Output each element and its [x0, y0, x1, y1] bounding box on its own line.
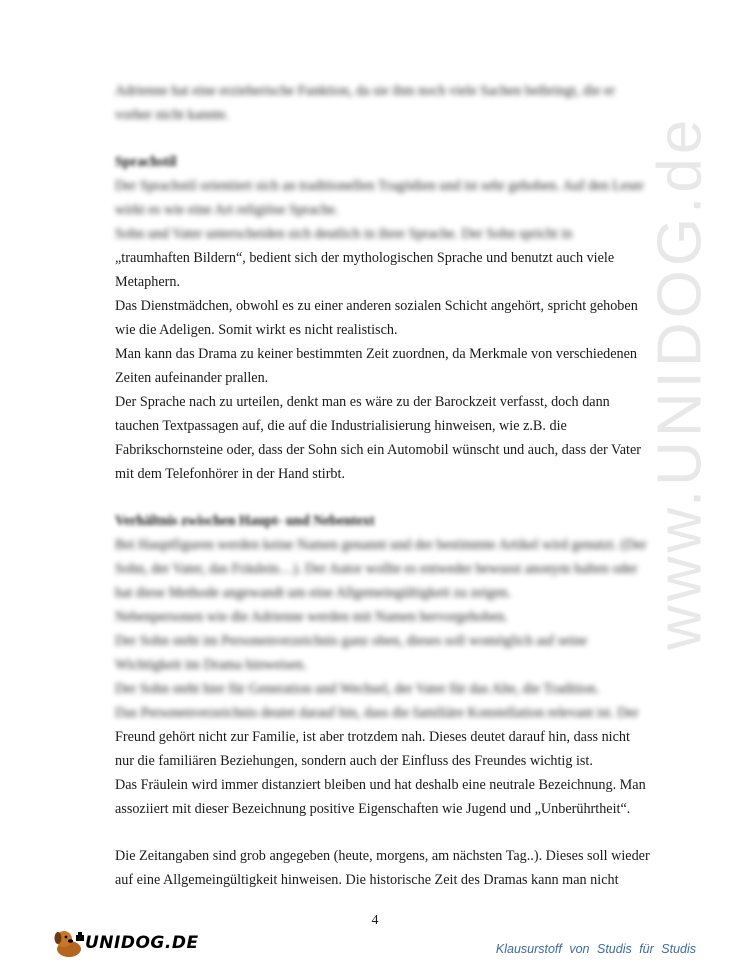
text-line: wie die Adeligen. Somit wirkt es nicht realistisch.: [115, 322, 398, 338]
text-line: Nebenpersonen wie die Adrienne werden mit Namen hervorgehoben.: [115, 609, 508, 625]
text-line: Das Fräulein wird immer distanziert bleiben und hat deshalb eine neutrale Bezeichnung. Man: [115, 777, 646, 793]
footer-tagline: Klausurstoff von Studis für Studis: [495, 942, 696, 956]
text-line: Man kann das Drama zu keiner bestimmten Zeit zuordnen, da Merkmale von verschiedenen: [115, 346, 637, 362]
page-number: 4: [371, 913, 379, 928]
text-line: Metaphern.: [115, 274, 181, 290]
dog-icon: [52, 927, 86, 959]
text-line: nur die familiären Beziehungen, sondern auch der Einfluss des Freundes wichtig ist.: [115, 753, 593, 769]
text-line: Freund gehört nicht zur Familie, ist aber trotzdem nah. Dieses deutet darauf hin, dass nicht: [115, 729, 630, 745]
text-line: tauchen Textpassagen auf, die auf die Industrialisierung hinweisen, wie z.B. die: [115, 418, 567, 434]
text-line: Bei Hauptfiguren werden keine Namen genannt und der bestimmte Artikel wird genutzt. (Der: [115, 537, 647, 553]
text-line: Adrienne hat eine erzieherische Funktion, da sie ihm noch viele Sachen beibringt, die er: [115, 83, 615, 99]
text-line: Das Personenverzeichnis deutet darauf hin, dass die familiäre Konstellation relevant ist. Der: [115, 705, 639, 721]
text-line: „traumhaften Bildern“, bedient sich der mythologischen Sprache und benutzt auch viele: [115, 250, 615, 266]
text-line: Die Zeitangaben sind grob angegeben (heute, morgens, am nächsten Tag..). Dieses soll wieder: [115, 848, 650, 864]
text-line: Der Sohn steht im Personenverzeichnis ganz oben, dieses soll womöglich auf seine: [115, 633, 588, 649]
text-line: Das Dienstmädchen, obwohl es zu einer anderen sozialen Schicht angehört, spricht gehoben: [115, 298, 638, 314]
text-line: assoziiert mit dieser Bezeichnung positive Eigenschaften wie Jugend und „Unberührtheit“.: [115, 801, 631, 817]
section-heading: Sprachstil: [115, 154, 177, 170]
text-line: auf eine Allgemeingültigkeit hinweisen. Die historische Zeit des Dramas kann man nicht: [115, 872, 619, 888]
text-line: Sohn und Vater unterscheiden sich deutlich in ihrer Sprache. Der Sohn spricht in: [115, 226, 573, 242]
text-line: Fabrikschornsteine oder, dass der Sohn sich ein Automobil wünscht und auch, dass der Vater: [115, 442, 641, 458]
text-line: Der Sprache nach zu urteilen, denkt man es wäre zu der Barockzeit verfasst, doch dann: [115, 394, 610, 410]
text-line: Der Sprachstil orientiert sich an traditionellen Tragödien und ist sehr gehoben. Auf den Leser: [115, 178, 644, 194]
text-line: Wichtigkeit im Drama hinweisen.: [115, 657, 307, 673]
text-line: Sohn, der Vater, das Fräulein…). Der Autor wollte es entweder bewusst anonym halten oder: [115, 561, 638, 577]
logo-text: UNIDOG.DE: [85, 933, 199, 953]
watermark: www.UNIDOG.de: [645, 115, 715, 650]
text-line: vorher nicht kannte.: [115, 107, 229, 123]
unidog-logo: [52, 927, 199, 959]
text-line: hat diese Methode angewandt um eine Allgemeingültigkeit zu zeigen.: [115, 585, 511, 601]
text-line: Der Sohn steht hier für Generation und Wechsel, der Vater für das Alte, die Tradition.: [115, 681, 600, 697]
text-line: wirkt es wie eine Art religiöse Sprache.: [115, 202, 339, 218]
text-line: mit dem Telefonhörer in der Hand stirbt.: [115, 466, 346, 482]
section-heading: Verhältnis zwischen Haupt- und Nebentext: [115, 513, 375, 529]
text-line: Zeiten aufeinander prallen.: [115, 370, 269, 386]
